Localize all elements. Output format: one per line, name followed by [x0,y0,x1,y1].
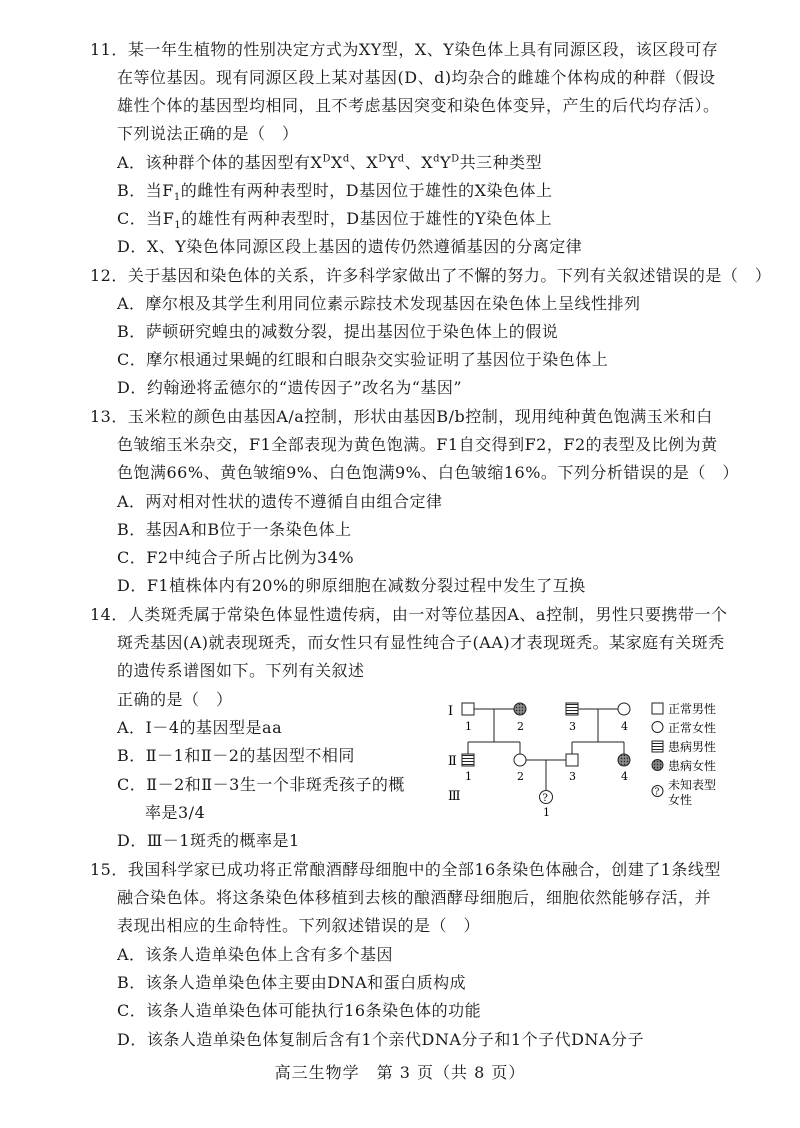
legend-unknown-label-1: 未知表型 [668,778,717,792]
q13-option-c: C．F2中纯合子所占比例为34% [117,548,355,567]
q14-stem-line-2: 斑秃基因(A)就表现斑秃，而女性只有显性纯合子(AA)才表现斑秃。某家庭有关斑秃 [117,633,725,652]
q15-option-a: A．该条人造单染色体上含有多个基因 [117,945,394,964]
q13-option-a: A．两对相对性状的遗传不遵循自由组合定律 [117,492,443,511]
q14-option-c-line-1: C．Ⅱ－2和Ⅱ－3生一个非斑秃孩子的概 [117,775,405,794]
q14-stem-line-1: 14．人类斑秃属于常染色体显性遗传病，由一对等位基因A、a控制，男性只要携带一个 [90,605,728,624]
I-4-number: 4 [621,720,628,733]
I-1-number: 1 [465,720,472,733]
q13-stem-line-1: 13．玉米粒的颜色由基因A/a控制，形状由基因B/b控制，现用纯种黄色饱满玉米和白 [90,407,713,426]
I-3-number: 3 [569,720,576,733]
q14-option-a: A．Ⅰ－4的基因型是aa [117,718,283,737]
q12-option-b: B．萨顿研究蝗虫的减数分裂，提出基因位于染色体上的假说 [117,322,559,341]
gen-label-3: Ⅲ [448,789,461,804]
q11-stem-line-3: 雄性个体的基因型均相同，且不考虑基因突变和染色体变异，产生的后代均存活）。 [117,96,720,115]
q15-stem-line-3: 表现出相应的生命特性。下列叙述错误的是（ ） [117,916,481,935]
q13-stem-line-2: 色皱缩玉米杂交，F1全部表现为黄色饱满。F1自交得到F2，F2的表型及比例为黄 [117,435,718,454]
q11-stem-line-1: 11．某一年生植物的性别决定方式为XY型，X、Y染色体上具有同源区段，该区段可存 [90,40,719,59]
legend-normal-male-label: 正常男性 [668,702,717,716]
I-2-affected-female [514,703,526,715]
q11-option-a: A．该种群个体的基因型有$X^DX^d$、$X^DY^d$、$X^dY^D$共三种类型 [117,153,543,172]
II-1-number: 1 [465,770,472,783]
II-4-affected-female [618,754,630,766]
q13-option-b: B．基因A和B位于一条染色体上 [117,520,352,539]
gen-label-1: Ⅰ [448,704,454,719]
q13-stem-line-3: 色饱满66%、黄色皱缩9%、白色饱满9%、白色皱缩16%。下列分析错误的是（ ） [117,463,739,482]
II-3-number: 3 [569,770,576,783]
q11-stem-line-4: 下列说法正确的是（ ） [117,124,299,143]
legend-unknown-label-2: 女性 [668,793,693,807]
q11-option-c: C．当$F_1$的雄性有两种表型时，D基因位于雄性的Y染色体上 [117,209,553,232]
q11-option-b: B．当$F_1$的雌性有两种表型时，D基因位于雄性的X染色体上 [117,181,553,204]
III-1-number: 1 [543,806,550,819]
q15-option-b: B．该条人造单染色体主要由DNA和蛋白质构成 [117,973,467,992]
II-2-normal-female [514,754,526,766]
legend-affected-male-symbol [652,741,663,752]
II-1-affected-male [462,754,474,766]
page-footer: 高三生物学 第 3 页（共 8 页） [274,1063,526,1082]
q11-stem-line-2: 在等位基因。现有同源区段上某对基因(D、d)均杂合的雌雄个体构成的种群（假设 [117,68,716,87]
legend-normal-male-symbol [652,703,663,714]
legend-affected-female-symbol [652,760,663,771]
legend-unknown-mark: ? [654,787,660,798]
q12-option-d: D．约翰逊将孟德尔的“遗传因子”改名为“基因” [117,378,463,397]
legend-affected-male-label: 患病男性 [668,740,717,754]
II-4-number: 4 [621,770,628,783]
q14-option-b: B．Ⅱ－1和Ⅱ－2的基因型不相同 [117,746,355,765]
q12-option-c: C．摩尔根通过果蝇的红眼和白眼杂交实验证明了基因位于染色体上 [117,350,609,369]
q15-option-d: D．该条人造单染色体复制后含有1个亲代DNA分子和1个子代DNA分子 [117,1030,644,1049]
q14-stem-line-3: 的遗传系谱图如下。下列有关叙述 [117,661,365,680]
I-3-affected-male [566,703,578,715]
q14-option-c-line-2: 率是3/4 [145,803,206,822]
II-3-normal-male [566,754,578,766]
legend-normal-female-symbol [652,722,663,733]
q12-stem: 12．关于基因和染色体的关系，许多科学家做出了不懈的努力。下列有关叙述错误的是（ ） [90,266,772,285]
III-1-unknown-mark: ? [542,793,548,804]
I-1-normal-male [462,703,474,715]
pedigree-diagram [440,700,770,825]
q15-stem-line-2: 融合染色体。将这条染色体移植到去核的酿酒酵母细胞后，细胞依然能够存活，并 [117,888,712,907]
q13-option-d: D．F1植株体内有20%的卵原细胞在减数分裂过程中发生了互换 [117,576,586,595]
I-4-normal-female [618,703,630,715]
legend-affected-female-label: 患病女性 [668,759,717,773]
q14-stem-line-4: 正确的是（ ） [117,690,233,709]
II-2-number: 2 [517,770,524,783]
q12-option-a: A．摩尔根及其学生利用同位素示踪技术发现基因在染色体上呈线性排列 [117,294,641,313]
q15-option-c: C．该条人造单染色体可能执行16条染色体的功能 [117,1001,482,1020]
q11-option-d: D．X、Y染色体同源区段上基因的遗传仍然遵循基因的分离定律 [117,237,583,256]
q15-stem-line-1: 15．我国科学家已成功将正常酿酒酵母细胞中的全部16条染色体融合，创建了1条线型 [90,860,721,879]
gen-label-2: Ⅱ [448,754,457,769]
I-2-number: 2 [517,720,524,733]
q14-option-d: D．Ⅲ－1斑秃的概率是1 [117,831,300,850]
legend-normal-female-label: 正常女性 [668,721,717,735]
